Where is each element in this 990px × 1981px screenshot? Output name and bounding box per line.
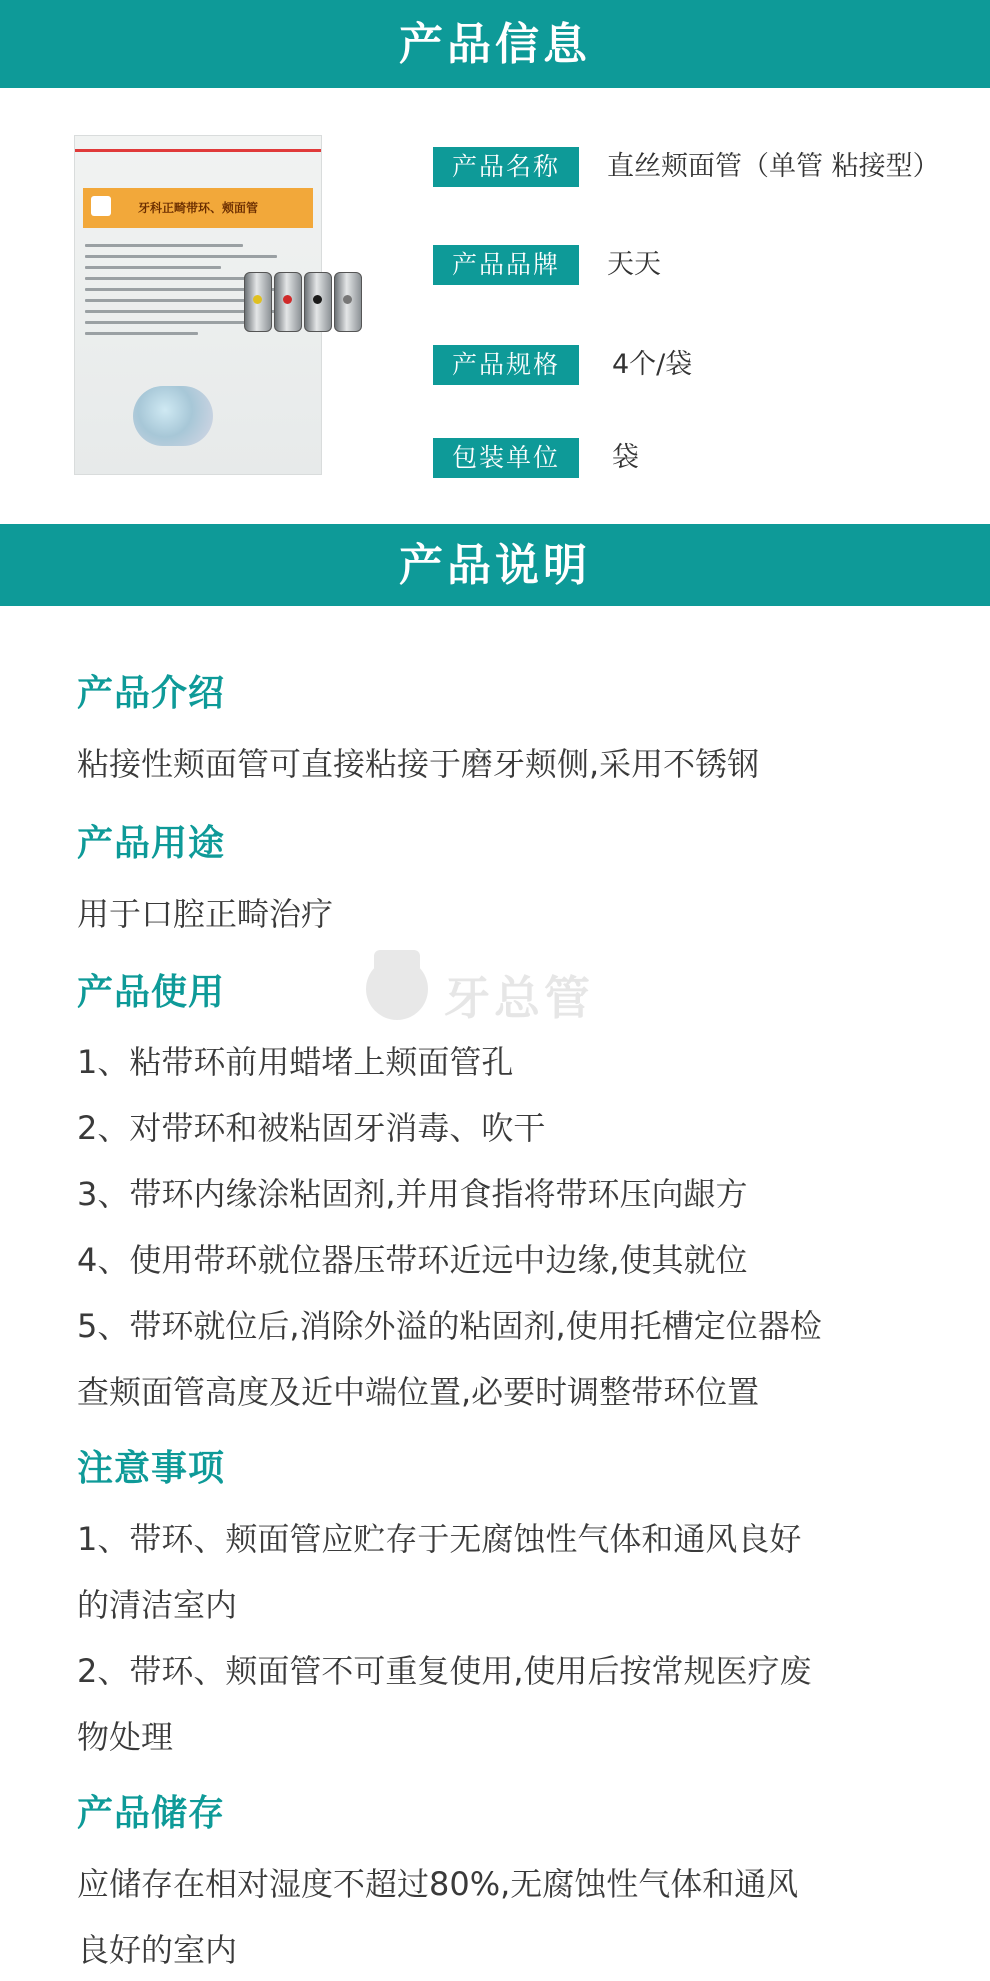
storage-line: 良好的室内 <box>77 1931 238 1969</box>
info-value-unit: 袋 <box>612 442 639 473</box>
section-title-usage: 产品用途 <box>77 823 226 864</box>
notes-line: 物处理 <box>77 1718 174 1756</box>
notes-line: 2、带环、颊面管不可重复使用,使用后按常规医疗废 <box>77 1652 812 1690</box>
intro-line: 粘接性颊面管可直接粘接于磨牙颊侧,采用不锈钢 <box>77 745 760 783</box>
notes-line: 的清洁室内 <box>77 1586 238 1624</box>
package-label-text: 牙科正畸带环、颊面管 <box>137 201 258 215</box>
section-banner-desc: 产品说明 <box>0 524 990 606</box>
brand-logo-icon <box>91 196 111 216</box>
buccal-tube-image <box>334 272 362 332</box>
info-tag-name: 产品名称 <box>433 147 579 187</box>
section-title-notes: 注意事项 <box>77 1448 226 1489</box>
info-tag-brand: 产品品牌 <box>433 245 579 285</box>
section-title-intro: 产品介绍 <box>77 673 226 714</box>
zip-seal <box>75 149 321 152</box>
info-value-name: 直丝颊面管（单管 粘接型） <box>607 151 940 182</box>
buccal-tube-image <box>304 272 332 332</box>
buccal-tube-image <box>274 272 302 332</box>
info-tag-spec: 产品规格 <box>433 345 579 385</box>
package-label <box>83 188 313 228</box>
watermark <box>366 950 636 1030</box>
info-value-spec: 4个/袋 <box>612 349 693 380</box>
use-line: 5、带环就位后,消除外溢的粘固剂,使用托槽定位器检 <box>77 1307 822 1345</box>
notes-line: 1、带环、颊面管应贮存于无腐蚀性气体和通风良好 <box>77 1520 802 1558</box>
hologram-sticker <box>133 386 213 446</box>
use-line: 4、使用带环就位器压带环近远中边缘,使其就位 <box>77 1241 748 1279</box>
section-title-use: 产品使用 <box>77 972 226 1013</box>
use-line: 2、对带环和被粘固牙消毒、吹干 <box>77 1109 546 1147</box>
buccal-tube-image <box>244 272 272 332</box>
use-line: 3、带环内缘涂粘固剂,并用食指将带环压向龈方 <box>77 1175 748 1213</box>
info-value-brand: 天天 <box>607 249 661 280</box>
usage-line: 用于口腔正畸治疗 <box>77 895 334 933</box>
section-banner-info: 产品信息 <box>0 0 990 88</box>
use-line: 1、粘带环前用蜡堵上颊面管孔 <box>77 1043 514 1081</box>
use-line: 查颊面管高度及近中端位置,必要时调整带环位置 <box>77 1373 760 1411</box>
watermark-text: 牙总管 <box>444 971 594 1025</box>
watermark-mascot-icon <box>366 958 428 1020</box>
info-tag-unit: 包装单位 <box>433 438 579 478</box>
section-title-storage: 产品储存 <box>77 1793 226 1834</box>
storage-line: 应储存在相对湿度不超过80%,无腐蚀性气体和通风 <box>77 1865 799 1903</box>
